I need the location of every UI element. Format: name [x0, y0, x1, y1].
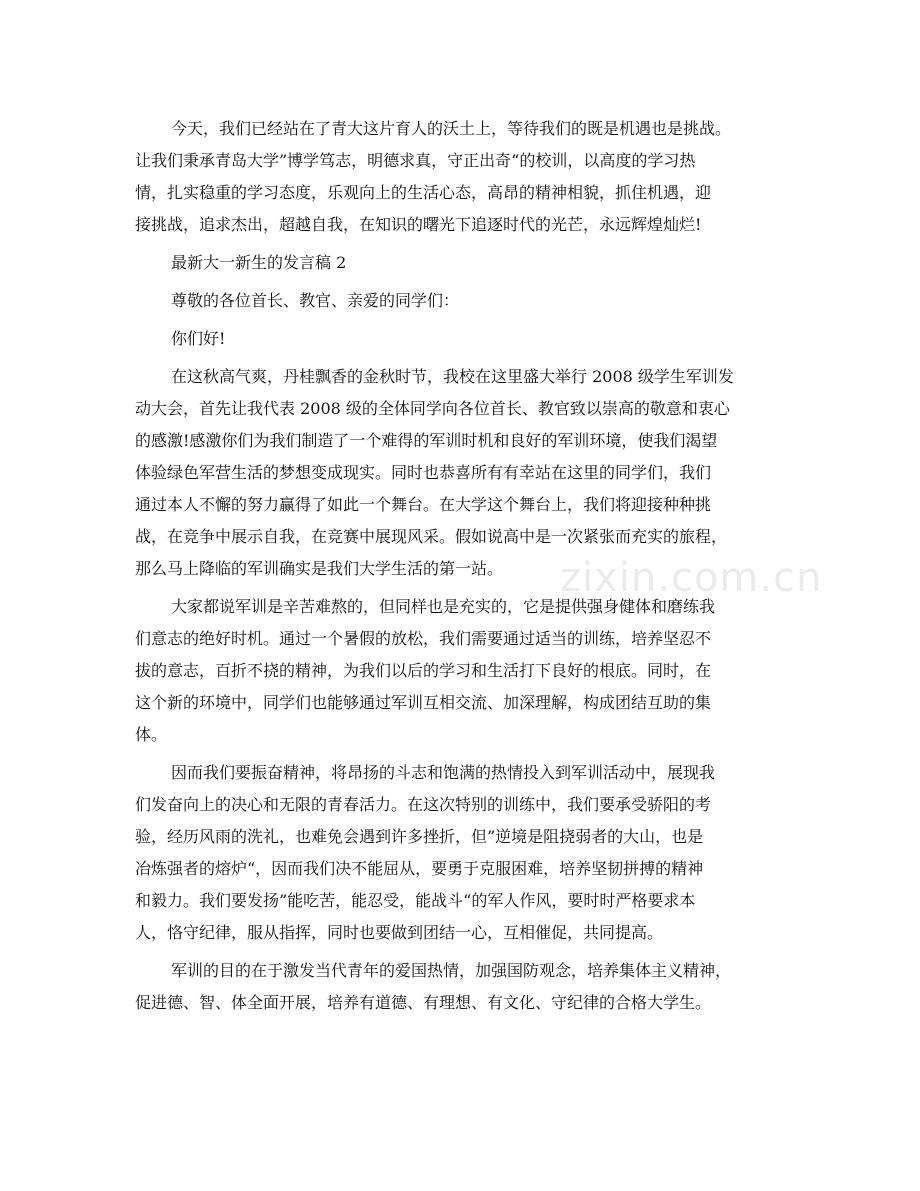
text-line: 战，在竞争中展示自我，在竞赛中展现风采。假如说高中是一次紧张而充实的旅程，	[135, 527, 728, 546]
text-line: 促进德、智、体全面开展，培养有道德、有理想、有文化、守纪律的合格大学生。	[135, 993, 712, 1012]
text-line: 让我们秉承青岛大学”博学笃志，明德求真，守正出奇“的校训，以高度的学习热	[135, 151, 696, 170]
text-line: 体验绿色军营生活的梦想变成现实。同时也恭喜所有有幸站在这里的同学们，我们	[135, 463, 712, 482]
text-line: 尊敬的各位首长、教官、亲爱的同学们：	[171, 291, 460, 310]
paragraph	[135, 361, 790, 585]
paragraph	[135, 285, 790, 317]
document-body	[135, 113, 790, 1025]
text-line: 今天，我们已经站在了青大这片育人的沃土上，等待我们的既是机遇也是挑战。	[171, 119, 732, 138]
paragraph	[135, 247, 790, 279]
text-line: 体。	[135, 725, 168, 744]
text-line: 大家都说军训是辛苦难熬的，但同样也是充实的，它是提供强身健体和磨练我	[171, 597, 716, 616]
text-line: 接挑战，追求杰出，超越自我，在知识的曙光下追逐时代的光芒，永远辉煌灿烂!	[135, 215, 702, 234]
text-line: 拔的意志，百折不挠的精神，为我们以后的学习和生活打下良好的根底。同时，在	[135, 661, 712, 680]
paragraph	[135, 955, 790, 1019]
paragraph	[135, 591, 790, 751]
paragraph	[135, 323, 790, 355]
paragraph-list	[135, 113, 790, 1025]
paragraph	[135, 113, 790, 241]
text-line: 最新大一新生的发言稿 2	[171, 253, 347, 272]
text-line: 动大会，首先让我代表 2008 级的全体同学向各位首长、教官致以崇高的敬意和衷心	[135, 399, 730, 418]
text-line: 情，扎实稳重的学习态度，乐观向上的生活心态，高昂的精神相貌，抓住机遇，迎	[135, 183, 712, 202]
paragraph-gap	[135, 1019, 790, 1025]
text-line: 的感激!感激你们为我们制造了一个难得的军训时机和良好的军训环境，使我们渴望	[135, 431, 718, 450]
text-line: 因而我们要振奋精神，将昂扬的斗志和饱满的热情投入到军训活动中，展现我	[171, 763, 716, 782]
watermark-text: zixin.com.cn	[560, 555, 823, 601]
text-line: 你们好!	[171, 329, 226, 348]
text-line: 冶炼强者的熔炉“，因而我们决不能屈从，要勇于克服困难，培养坚韧拼搏的精神	[135, 859, 704, 878]
text-line: 在这秋高气爽，丹桂飘香的金秋时节，我校在这里盛大举行 2008 级学生军训发	[171, 367, 734, 386]
text-line: 人，恪守纪律，服从指挥，同时也要做到团结一心，互相催促，共同提高。	[135, 923, 664, 942]
paragraph	[135, 757, 790, 949]
text-line: 通过本人不懈的努力赢得了如此一个舞台。在大学这个舞台上，我们将迎接种种挑	[135, 495, 712, 514]
text-line: 们发奋向上的决心和无限的青春活力。在这次特别的训练中，我们要承受骄阳的考	[135, 795, 712, 814]
text-line: 们意志的绝好时机。通过一个暑假的放松，我们需要通过适当的训练，培养坚忍不	[135, 629, 712, 648]
text-line: 和毅力。我们要发扬”能吃苦，能忍受，能战斗“的军人作风，要时时严格要求本	[135, 891, 696, 910]
text-line: 那么马上降临的军训确实是我们大学生活的第一站。	[135, 559, 504, 578]
text-line: 军训的目的在于激发当代青年的爱国热情，加强国防观念，培养集体主义精神，	[171, 961, 732, 980]
text-line: 验，经历风雨的洗礼，也难免会遇到许多挫折，但”逆境是阻挠弱者的大山，也是	[135, 827, 704, 846]
text-line: 这个新的环境中，同学们也能够通过军训互相交流、加深理解，构成团结互助的集	[135, 693, 712, 712]
